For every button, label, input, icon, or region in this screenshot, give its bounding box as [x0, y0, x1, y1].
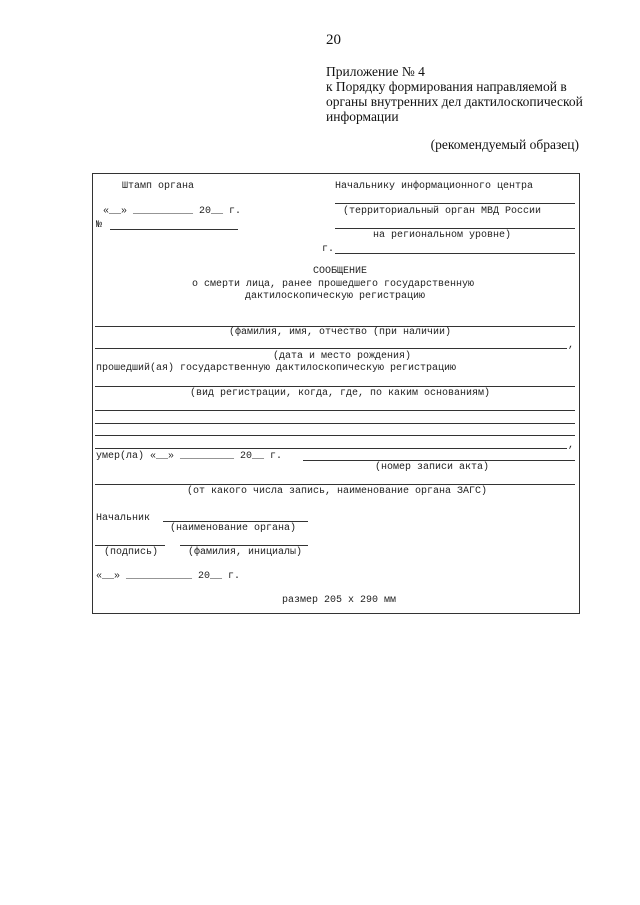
form-title: СООБЩЕНИЕ [312, 266, 368, 277]
number-line [110, 229, 238, 230]
stamp-date: «__» __________ 20__ г. [103, 206, 242, 217]
sample-note: (рекомендуемый образец) [430, 137, 579, 152]
appendix-line-1: к Порядку формирования направляемой в [326, 79, 567, 94]
died-text: умер(ла) «__» _________ 20__ г. [96, 451, 283, 462]
addressee: Начальнику информационного центра [335, 181, 534, 192]
reg-line [95, 386, 575, 387]
addressee-hint-1: (территориальный орган МВД России [343, 206, 542, 217]
act-line [303, 460, 575, 461]
city-label: г. [322, 244, 335, 255]
reg-line-4 [95, 435, 575, 436]
hint-reg: (вид регистрации, когда, где, по каким основаниям) [189, 388, 491, 399]
hint-zags: (от какого числа запись, наименование органа ЗАГС) [186, 486, 488, 497]
number-label: № [96, 220, 103, 231]
zags-line [95, 484, 575, 485]
comma-2: , [568, 440, 575, 451]
hint-org: (наименование органа) [170, 523, 297, 534]
hint-initials: (фамилия, инициалы) [188, 547, 303, 558]
appendix-line-2: органы внутренних дел дактилоскопической [326, 94, 583, 109]
form-subtitle-1: о смерти лица, ранее прошедшего государственную [191, 279, 475, 290]
size-note: размер 205 х 290 мм [281, 595, 397, 606]
hint-act: (номер записи акта) [375, 462, 490, 473]
sign-date: «__» ___________ 20__ г. [96, 571, 241, 582]
sign-line [95, 545, 165, 546]
stamp-label: Штамп органа [122, 181, 195, 192]
city-line [335, 253, 575, 254]
addressee-hint-2: на региональном уровне) [373, 230, 512, 241]
chief-label: Начальник [96, 513, 151, 524]
initials-line [180, 545, 308, 546]
addressee-line [335, 203, 575, 204]
page-number: 20 [326, 32, 341, 48]
birth-line [95, 348, 567, 349]
hint-sign: (подпись) [104, 547, 159, 558]
hint-birth: (дата и место рождения) [272, 351, 412, 362]
hint-name: (фамилия, имя, отчество (при наличии) [228, 327, 452, 338]
appendix-title: Приложение № 4 [326, 64, 425, 79]
org-line [163, 521, 308, 522]
appendix-line-3: информации [326, 109, 399, 124]
reg-line-2 [95, 410, 575, 411]
passed-text: прошедший(ая) государственную дактилоскопическую регистрацию [96, 363, 457, 374]
reg-line-3 [95, 423, 575, 424]
form-subtitle-2: дактилоскопическую регистрацию [244, 291, 426, 302]
reg-line-5 [95, 448, 567, 449]
comma: , [568, 340, 575, 351]
addressee-line-2 [335, 228, 575, 229]
